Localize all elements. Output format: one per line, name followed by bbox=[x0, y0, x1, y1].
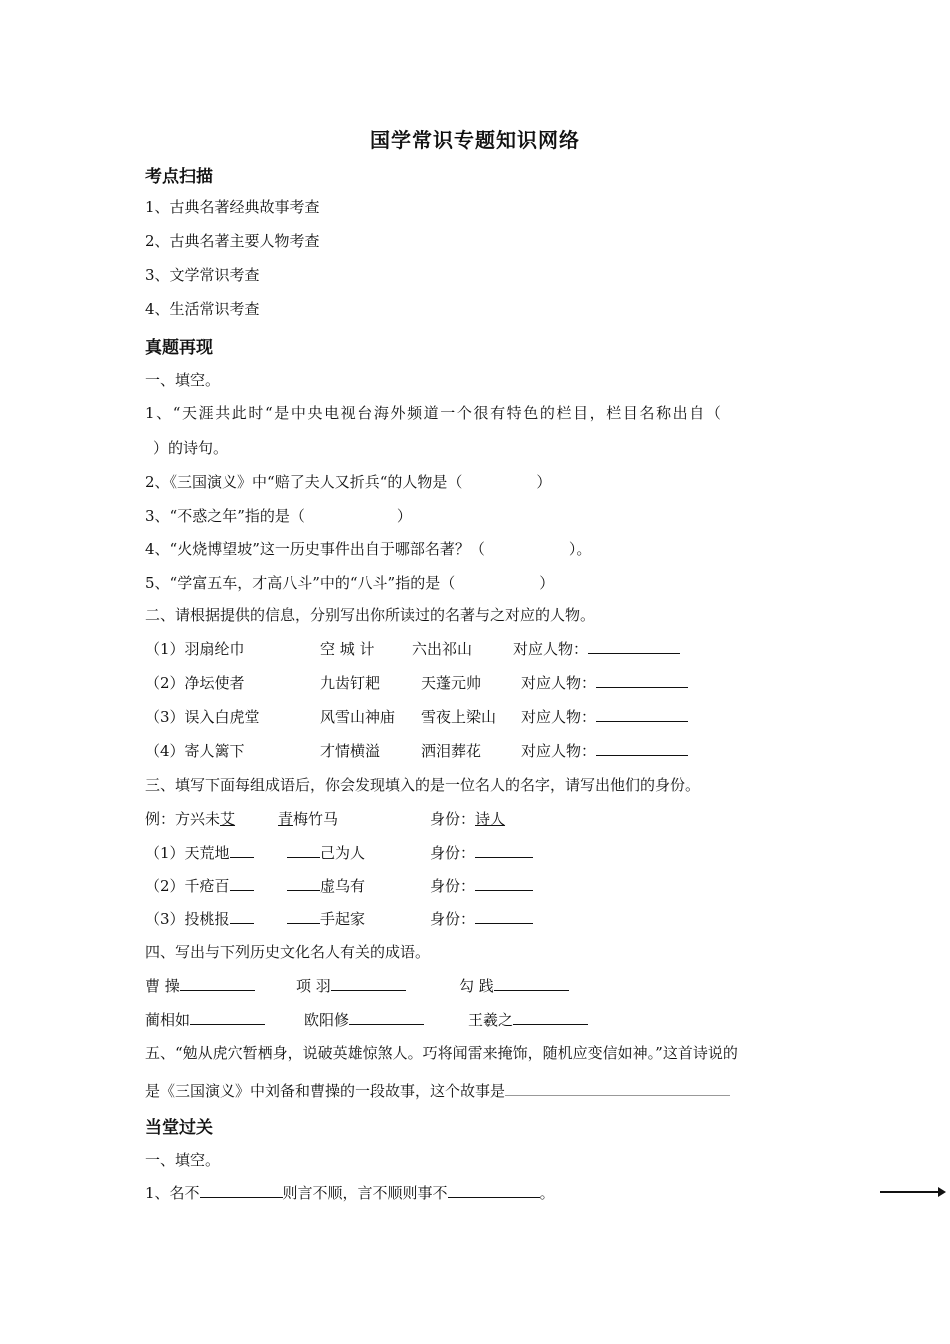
row-clue-3: 天蓬元帅 bbox=[421, 674, 482, 692]
right-arrow-icon bbox=[880, 1182, 946, 1202]
question-1-line-a: 1、“天涯共此时“是中央电视台海外频道一个很有特色的栏目，栏目名称出自（ bbox=[145, 404, 723, 422]
part3-title: 三、填写下面每组成语后，你会发现填入的是一位名人的名字，请写出他们的身份。 bbox=[145, 776, 701, 794]
answer-blank[interactable] bbox=[200, 1183, 283, 1198]
idiom-2 bbox=[287, 843, 365, 863]
idiom-2 bbox=[287, 909, 365, 929]
answer-label: 对应人物： bbox=[513, 640, 589, 658]
idiom-blank[interactable] bbox=[230, 876, 254, 891]
identity bbox=[430, 876, 533, 896]
question-2-close: ） bbox=[536, 473, 552, 491]
scan-item-3: 3、文学常识考查 bbox=[145, 266, 260, 284]
question-5-text: 5、“学富五车，才高八斗”中的“八斗”指的是（ bbox=[145, 574, 456, 592]
idiom-blank[interactable] bbox=[180, 976, 255, 991]
idiom-blank[interactable] bbox=[230, 843, 254, 858]
idiom-blank[interactable] bbox=[230, 909, 254, 924]
answer-label: 对应人物： bbox=[521, 674, 597, 692]
row-clue-3: 六出祁山 bbox=[412, 640, 473, 658]
name-entry bbox=[468, 1010, 588, 1030]
answer-blank[interactable] bbox=[596, 673, 688, 688]
row-clue-3: 洒泪葬花 bbox=[421, 742, 482, 760]
page-title: 国学常识专题知识网络 bbox=[370, 128, 580, 152]
row-clue-1: （2）净坛使者 bbox=[145, 674, 245, 692]
idiom-text: （3）投桃报 bbox=[145, 910, 230, 928]
part1-title: 一、填空。 bbox=[145, 371, 221, 389]
idiom-blank[interactable] bbox=[287, 843, 320, 858]
name-entry bbox=[296, 976, 406, 996]
identity-blank[interactable] bbox=[475, 876, 533, 891]
example-idiom-1 bbox=[145, 809, 235, 829]
section3-question-1 bbox=[145, 1183, 555, 1203]
idiom-blank[interactable] bbox=[331, 976, 406, 991]
row-clue-1: （4）寄人篱下 bbox=[145, 742, 245, 760]
name-entry bbox=[145, 1010, 265, 1030]
section-heading-class-check: 当堂过关 bbox=[145, 1118, 213, 1138]
identity-answer: 诗人 bbox=[475, 810, 506, 828]
scan-item-2: 2、古典名著主要人物考查 bbox=[145, 232, 320, 250]
answer-label-group bbox=[521, 707, 688, 727]
person-name: 王羲之 bbox=[468, 1011, 514, 1029]
identity-blank[interactable] bbox=[475, 843, 533, 858]
idiom-blank[interactable] bbox=[190, 1010, 265, 1025]
row-clue-3: 雪夜上梁山 bbox=[421, 708, 497, 726]
identity-label: 身份： bbox=[430, 910, 476, 928]
question-5-close: ） bbox=[539, 574, 555, 592]
answer-label-group bbox=[513, 639, 680, 659]
identity bbox=[430, 843, 533, 863]
identity-blank[interactable] bbox=[475, 909, 533, 924]
identity-label: 身份： bbox=[430, 810, 476, 828]
example-idiom-2 bbox=[278, 809, 338, 829]
question-4 bbox=[145, 539, 591, 559]
answer-label: 对应人物： bbox=[521, 708, 597, 726]
question-text: 1、名不 bbox=[145, 1184, 200, 1202]
part5-text: 是《三国演义》中刘备和曹操的一段故事，这个故事是 bbox=[145, 1082, 506, 1100]
row-clue-2: 风雪山神庙 bbox=[320, 708, 396, 726]
idiom-blank[interactable] bbox=[349, 1010, 424, 1025]
idiom-blank[interactable] bbox=[287, 876, 320, 891]
question-2-text: 2、《三国演义》中“赔了夫人又折兵“的人物是（ bbox=[145, 473, 463, 491]
question-3 bbox=[145, 506, 412, 526]
name-entry bbox=[459, 976, 569, 996]
idiom-text: 手起家 bbox=[320, 910, 366, 928]
idiom-text: （2）千疮百 bbox=[145, 877, 230, 895]
question-1-line-b: ）的诗句。 bbox=[153, 439, 229, 457]
idiom-text: 虚乌有 bbox=[320, 877, 366, 895]
answer-blank[interactable] bbox=[505, 1081, 730, 1096]
person-name: 项 羽 bbox=[296, 977, 331, 995]
part5-line-2 bbox=[145, 1081, 730, 1101]
person-name: 欧阳修 bbox=[304, 1011, 350, 1029]
example-text: 例：方兴未 bbox=[145, 810, 221, 828]
example-underlined-char: 青 bbox=[278, 810, 294, 828]
row-clue-1: （1）羽扇纶巾 bbox=[145, 640, 245, 658]
idiom-blank[interactable] bbox=[287, 909, 320, 924]
question-text: 。 bbox=[539, 1184, 555, 1202]
answer-blank[interactable] bbox=[588, 639, 680, 654]
row-clue-1: （3）误入白虎堂 bbox=[145, 708, 260, 726]
idiom-blank[interactable] bbox=[494, 976, 569, 991]
section3-part1-title: 一、填空。 bbox=[145, 1151, 221, 1169]
identity-label: 身份： bbox=[430, 877, 476, 895]
example-text: 梅竹马 bbox=[293, 810, 339, 828]
example-underlined-char: 艾 bbox=[220, 810, 236, 828]
identity bbox=[430, 909, 533, 929]
person-name: 勾 践 bbox=[459, 977, 494, 995]
question-5 bbox=[145, 573, 554, 593]
answer-blank[interactable] bbox=[596, 741, 688, 756]
idiom-blank[interactable] bbox=[513, 1010, 588, 1025]
identity-label: 身份： bbox=[430, 844, 476, 862]
idiom-text: 己为人 bbox=[320, 844, 366, 862]
part5-line-1: 五、“勉从虎穴暂栖身，说破英雄惊煞人。巧将闻雷来掩饰，随机应变信如神。”这首诗说的 bbox=[145, 1044, 738, 1062]
part2-title: 二、请根据提供的信息，分别写出你所读过的名著与之对应的人物。 bbox=[145, 606, 596, 624]
example-identity bbox=[430, 809, 505, 829]
part4-title: 四、写出与下列历史文化名人有关的成语。 bbox=[145, 943, 431, 961]
idiom-1 bbox=[145, 876, 254, 896]
question-4-close: ）。 bbox=[568, 540, 592, 558]
question-3-text: 3、“不惑之年”指的是（ bbox=[145, 507, 305, 525]
question-4-text: 4、“火烧博望坡”这一历史事件出自于哪部名著？（ bbox=[145, 540, 485, 558]
answer-blank[interactable] bbox=[596, 707, 688, 722]
question-text: 则言不顺，言不顺则事不 bbox=[282, 1184, 448, 1202]
question-2 bbox=[145, 472, 551, 492]
name-entry bbox=[304, 1010, 424, 1030]
answer-label-group bbox=[521, 741, 688, 761]
row-clue-2: 才情横溢 bbox=[320, 742, 381, 760]
row-clue-2: 空 城 计 bbox=[320, 640, 375, 658]
section-heading-real-questions: 真题再现 bbox=[145, 338, 213, 358]
idiom-2 bbox=[287, 876, 365, 896]
answer-blank[interactable] bbox=[448, 1183, 540, 1198]
idiom-text: （1）天荒地 bbox=[145, 844, 230, 862]
question-3-close: ） bbox=[396, 507, 412, 525]
idiom-1 bbox=[145, 843, 254, 863]
row-clue-2: 九齿钉耙 bbox=[320, 674, 381, 692]
scan-item-4: 4、生活常识考查 bbox=[145, 300, 260, 318]
scan-item-1: 1、古典名著经典故事考查 bbox=[145, 198, 320, 216]
idiom-1 bbox=[145, 909, 254, 929]
answer-label: 对应人物： bbox=[521, 742, 597, 760]
person-name: 蔺相如 bbox=[145, 1011, 191, 1029]
section-heading-scan: 考点扫描 bbox=[145, 167, 213, 187]
answer-label-group bbox=[521, 673, 688, 693]
person-name: 曹 操 bbox=[145, 977, 180, 995]
name-entry bbox=[145, 976, 255, 996]
